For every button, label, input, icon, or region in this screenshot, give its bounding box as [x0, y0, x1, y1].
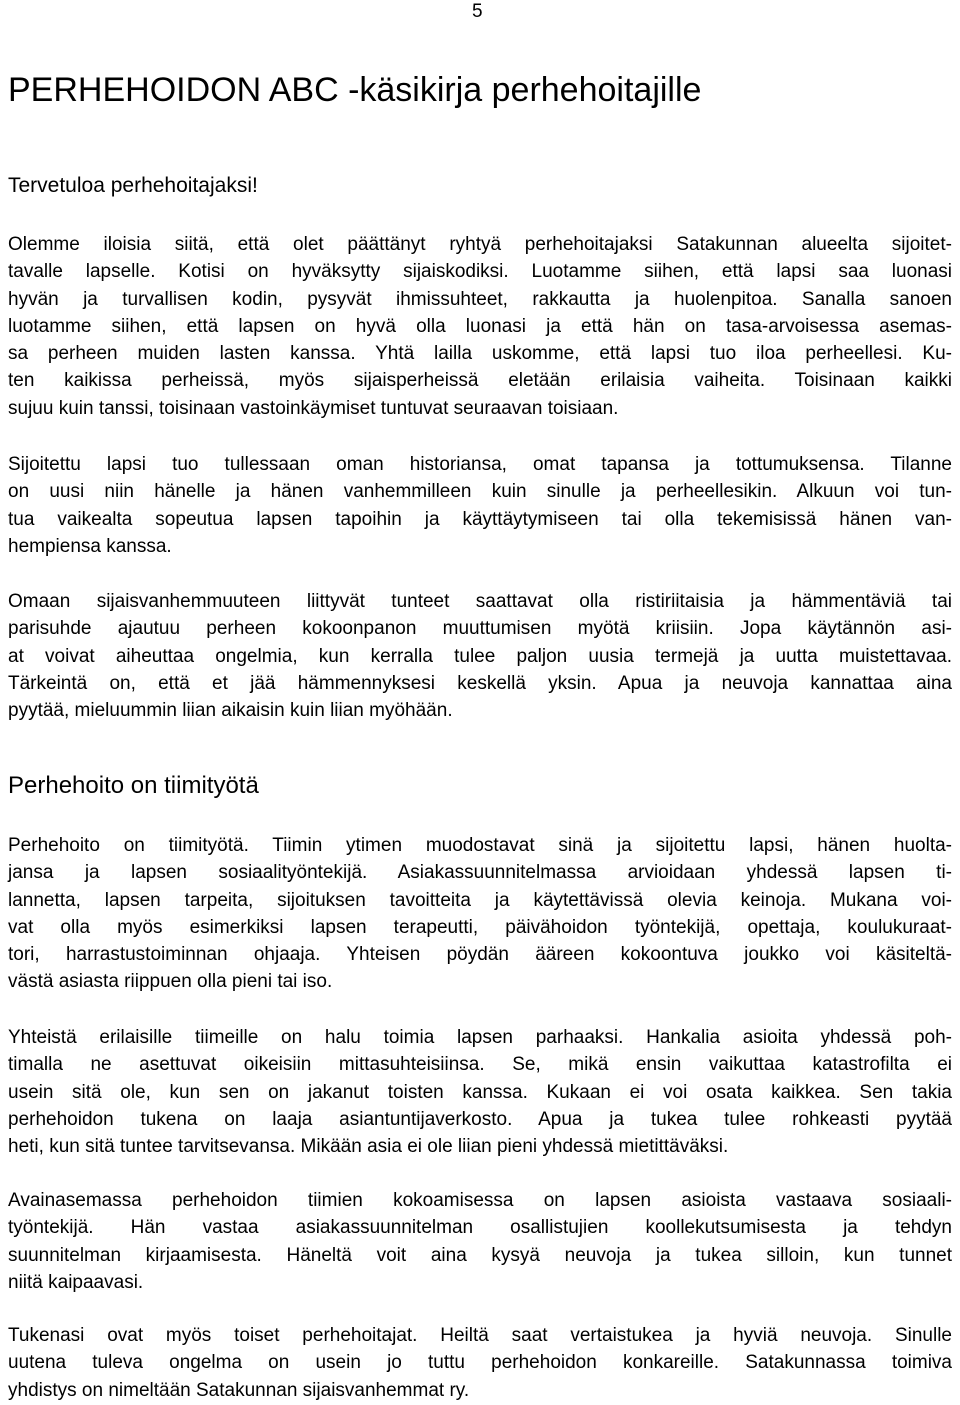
text-line: timalla ne asettuvat oikeisiin mittasuhteisiinsa. Se, mikä ensin vaikuttaa katastrofilta ei [8, 1054, 952, 1076]
section-heading: Perhehoito on tiimityötä [8, 772, 259, 799]
text-line: luotamme siihen, että lapsen on hyvä olla luonasi ja että hän on tasa-arvoisessa asemas- [8, 315, 952, 337]
text-line: jansa ja lapsen sosiaalityöntekijä. Asiakassuunnitelmassa arvioidaan yhdessä lapsen ti- [8, 862, 952, 884]
welcome-heading: Tervetuloa perhehoitajaksi! [8, 174, 258, 197]
text-line: usein sitä ole, kun sen on jakanut toisten kanssa. Kukaan ei voi osata kaikkea. Sen takia [8, 1081, 952, 1103]
text-line: heti, kun sitä tuntee tarvitsevansa. Mikään asia ei ole liian pieni yhdessä mietittäväksi. [8, 1136, 729, 1158]
text-line: pyytää, mieluummin liian aikaisin kuin liian myöhään. [8, 700, 453, 722]
text-line: työntekijä. Hän vastaa asiakassuunnitelman osallistujien koollekutsumisesta ja tehdyn [8, 1217, 952, 1239]
text-line: hempiensa kanssa. [8, 535, 172, 557]
text-line: tavalle lapselle. Kotisi on hyväksytty sijaiskodiksi. Luotamme siihen, että lapsi saa luonasi [8, 261, 952, 283]
text-line: niitä kaipaavasi. [8, 1271, 144, 1293]
text-line: Sijoitettu lapsi tuo tullessaan oman historiansa, omat tapansa ja tottumuksensa. Tilanne [8, 454, 952, 475]
text-line: sujuu kuin tanssi, toisinaan vastoinkäymiset tuntuvat seuraavan toisiaan. [8, 397, 619, 419]
text-line: hyvän ja turvallisen kodin, pysyvät ihmissuhteet, rakkautta ja huolenpitoa. Sanalla sanoen [8, 288, 952, 310]
section-paragraph-4 [8, 1322, 952, 1404]
text-line: Omaan sijaisvanhemmuuteen liittyvät tunteet saattavat olla ristiriitaisia ja hämmentäviä tai [8, 591, 952, 612]
text-line: Tukenasi ovat myös toiset perhehoitajat. Heiltä saat vertaistukea ja hyviä neuvoja. Sinulle [8, 1325, 952, 1346]
section-paragraph-1 [8, 832, 952, 996]
text-line: perhehoidon tukena on laaja asiantuntijaverkosto. Apua ja tukea tulee rohkeasti pyytää [8, 1108, 952, 1130]
text-line: on uusi niin hänelle ja hänen vanhemmilleen kuin sinulle ja perheellesikin. Alkuun voi tun- [8, 481, 952, 503]
section-paragraph-3 [8, 1187, 952, 1296]
text-line: Tärkeintä on, että et jää hämmennyksesi keskellä yksin. Apua ja neuvoja kannattaa aina [8, 672, 952, 694]
text-line: lannetta, lapsen tarpeita, sijoituksen tavoitteita ja käytettävissä olevia keinoja. Mukana voi- [8, 889, 952, 911]
text-line: suunnitelman kirjaamisesta. Häneltä voit aina kysyä neuvoja ja tukea silloin, kun tunnet [8, 1244, 952, 1266]
page-number: 5 [472, 1, 483, 22]
text-line: yhdistys on nimeltään Satakunnan sijaisvanhemmat ry. [8, 1379, 470, 1401]
intro-paragraph-1 [8, 231, 952, 422]
text-line: ten kaikissa perheissä, myös sijaisperheissä eletään erilaisia vaiheita. Toisinaan kaikki [8, 370, 952, 392]
text-line: at voivat aiheuttaa ongelmia, kun kerralla tulee paljon uusia termejä ja uutta muistettavaa. [8, 645, 952, 667]
text-line: parisuhde ajautuu perheen kokoonpanon muuttumisen myötä kriisiin. Jopa käytännön asi- [8, 618, 952, 640]
text-line: Avainasemassa perhehoidon tiimien kokoamisessa on lapsen asioista vastaava sosiaali- [8, 1190, 952, 1211]
text-line: Olemme iloisia siitä, että olet päättänyt ryhtyä perhehoitajaksi Satakunnan alueelta sijoitet- [8, 234, 952, 255]
text-line: Perhehoito on tiimityötä. Tiimin ytimen muodostavat sinä ja sijoitettu lapsi, hänen huolta- [8, 835, 952, 856]
text-line: vat olla myös esimerkiksi lapsen terapeutti, päivähoidon työntekijä, opettaja, koulukuraat- [8, 916, 952, 938]
intro-paragraph-2 [8, 451, 952, 560]
section-paragraph-2 [8, 1024, 952, 1160]
text-line: tua vaikealta sopeutua lapsen tapoihin ja käyttäytymiseen tai olla tekemisissä hänen van- [8, 508, 952, 530]
text-line: västä asiasta riippuen olla pieni tai iso. [8, 971, 333, 993]
text-line: uutena tuleva ongelma on usein jo tuttu perhehoidon konkareille. Satakunnassa toimiva [8, 1352, 952, 1374]
text-line: tori, harrastustoiminnan ohjaaja. Yhteisen pöydän ääreen kokoontuva joukko voi käsiteltä- [8, 944, 952, 966]
text-line: Yhteistä erilaisille tiimeille on halu toimia lapsen parhaaksi. Hankalia asioita yhdessä poh- [8, 1027, 952, 1048]
document-title: PERHEHOIDON ABC -käsikirja perhehoitajille [8, 71, 702, 109]
text-line: sa perheen muiden lasten kanssa. Yhtä lailla uskomme, että lapsi tuo iloa perheellesi. Ku- [8, 343, 952, 365]
intro-paragraph-3 [8, 588, 952, 724]
